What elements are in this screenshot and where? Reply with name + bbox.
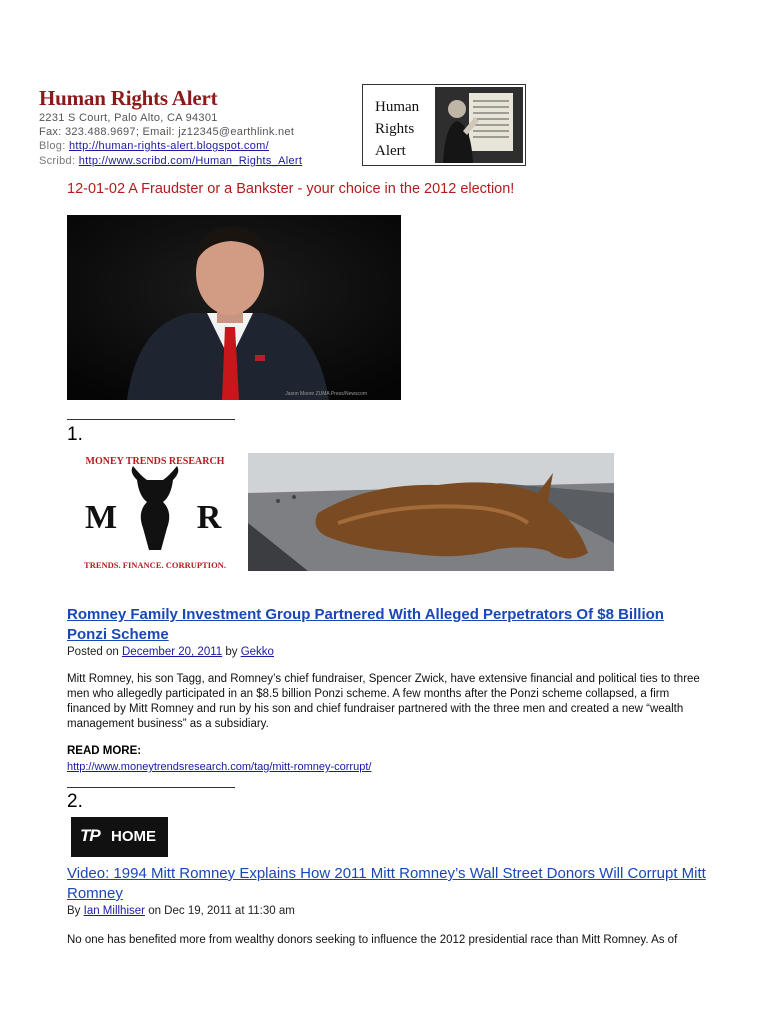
fax-email-line: Fax: 323.488.9697; Email: jz12345@earthlink.net: [39, 126, 295, 138]
read-more-link-container: [67, 761, 371, 773]
mtr-logo-r: R: [196, 499, 222, 536]
logo-word-rights: Rights: [375, 121, 415, 137]
article-1-title-link[interactable]: Romney Family Investment Group Partnered With Alleged Perpetrators Of $8 Billion Ponzi Scheme: [67, 606, 664, 643]
tp-logo-mark: TP: [80, 826, 100, 845]
mitt-romney-photo: [67, 215, 401, 400]
mtr-logo-m: M: [84, 499, 118, 536]
eleanor-roosevelt-declaration-photo: [435, 87, 523, 163]
think-progress-home-logo: [71, 817, 168, 857]
article-2-title: [67, 864, 717, 904]
address-line: 2231 S Court, Palo Alto, CA 94301: [39, 112, 218, 124]
organization-title: Human Rights Alert: [39, 86, 218, 110]
article-1-author-link[interactable]: Gekko: [240, 646, 274, 658]
read-more-link[interactable]: http://www.moneytrendsresearch.com/tag/mitt-romney-corrupt/: [67, 761, 372, 773]
scribd-link[interactable]: http://www.scribd.com/Human_Rights_Alert: [78, 155, 303, 167]
by-label: By: [67, 905, 81, 917]
money-trends-research-logo: [67, 450, 243, 575]
article-2-byline: [67, 905, 295, 917]
blog-link[interactable]: http://human-rights-alert.blogspot.com/: [68, 140, 269, 152]
article-1-title: [67, 605, 707, 645]
article-2-body: No one has benefited more from wealthy donors seeking to influence the 2012 presidential race than Mitt Romney. As of: [67, 934, 678, 946]
blog-label: Blog:: [39, 140, 66, 152]
scribd-line: [39, 154, 302, 169]
article-1-date-link[interactable]: December 20, 2011: [122, 646, 223, 658]
section-number-2: 2.: [67, 791, 83, 812]
read-more-label: READ MORE:: [67, 745, 142, 757]
human-rights-alert-logo: [362, 84, 526, 166]
posted-on-label: Posted on: [67, 646, 119, 658]
fallen-wall-street-bull-photo: [248, 453, 614, 571]
tp-logo-home: HOME: [111, 828, 156, 845]
photo-credit: Jason Moore ZUMA Press/Newscom: [285, 391, 367, 397]
logo-word-human: Human: [375, 99, 420, 115]
mtr-logo-top-text: MONEY TRENDS RESEARCH: [85, 456, 225, 467]
mtr-logo-bottom-text: TRENDS. FINANCE. CORRUPTION.: [84, 560, 226, 570]
scribd-label: Scribd:: [39, 155, 76, 167]
article-2-date: on Dec 19, 2011 at 11:30 am: [148, 905, 295, 917]
blog-line: [39, 139, 269, 154]
post-headline: 12-01-02 A Fraudster or a Bankster - your choice in the 2012 election!: [67, 181, 515, 197]
article-2-author-link[interactable]: Ian Millhiser: [83, 905, 145, 917]
article-2-title-link[interactable]: Video: 1994 Mitt Romney Explains How 2011 Mitt Romney’s Wall Street Donors Will Corrupt Mitt Romney: [67, 865, 706, 902]
divider: [67, 419, 235, 420]
by-label: by: [225, 646, 238, 658]
article-1-byline: [67, 646, 274, 658]
section-number-1: 1.: [67, 424, 83, 445]
divider: [67, 787, 235, 788]
article-1-body: Mitt Romney, his son Tagg, and Romney’s chief fundraiser, Spencer Zwick, have extensive financial and political ties to three men who allegedly participated in an $8.5 billion Ponzi scheme. A few months after the Ponzi scheme collapsed, a firm financed by Mitt Romney and run by his son and chief fundraiser partnered with the three men and created a new “wealth management business” as a subsidiary.: [67, 673, 700, 730]
logo-word-alert: Alert: [375, 143, 406, 159]
